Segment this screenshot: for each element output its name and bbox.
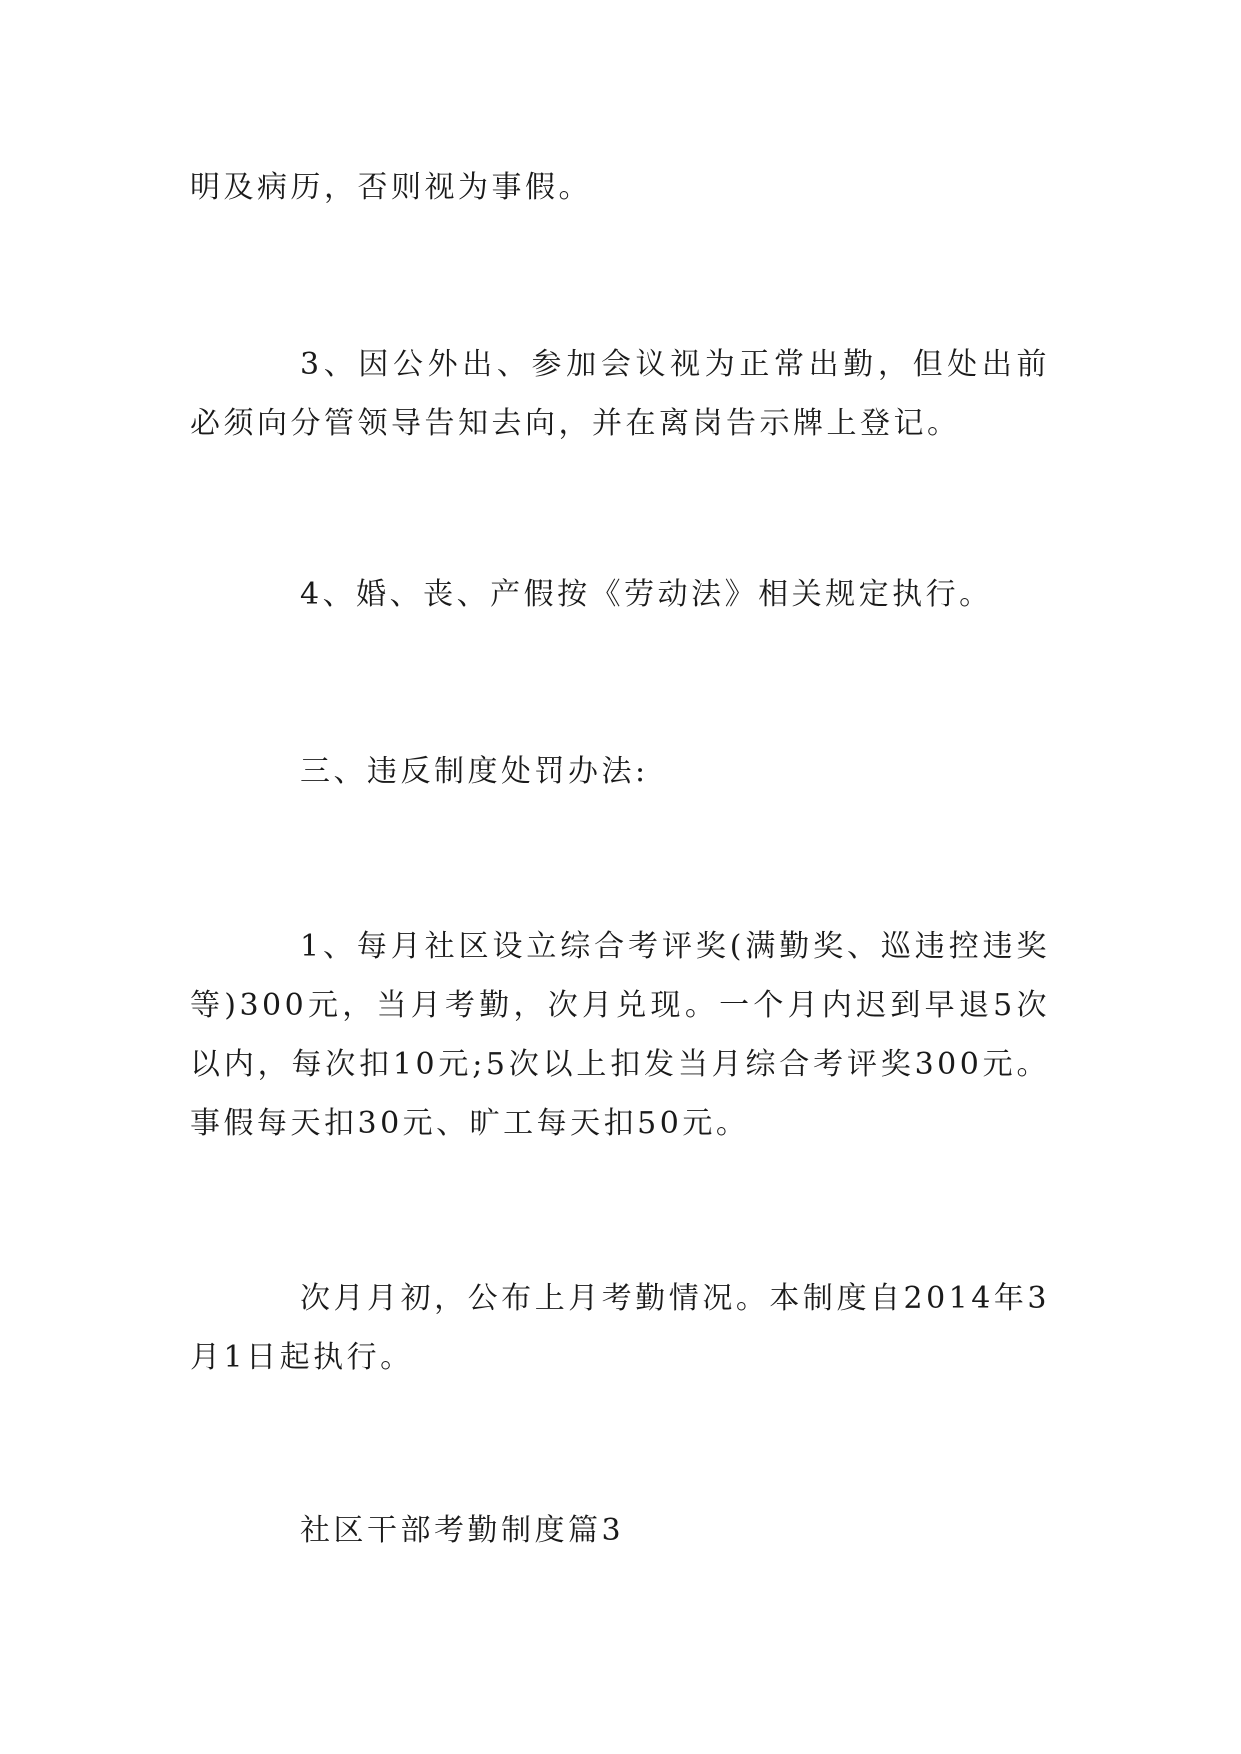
paragraph-marriage-funeral-maternity-leave: 4、婚、丧、产假按《劳动法》相关规定执行。 bbox=[300, 577, 993, 612]
section-heading-penalties: 三、违反制度处罚办法: bbox=[300, 754, 649, 789]
paragraph-monthly-award-deductions: 1、每月社区设立综合考评奖(满勤奖、巡违控违奖等)300元，当月考勤，次月兑现。一个月内迟到早退5次以内，每次扣10元;5次以上扣发当月综合考评奖300元。事假每天扣30元、旷工每天扣50元。 bbox=[190, 929, 1050, 1141]
paragraph-effective-date: 次月月初，公布上月考勤情况。本制度自2014年3月1日起执行。 bbox=[190, 1281, 1050, 1375]
paragraph-sick-leave-proof: 明及病历，否则视为事假。 bbox=[190, 170, 592, 205]
paragraph-official-outing: 3、因公外出、参加会议视为正常出勤，但处出前必须向分管领导告知去向，并在离岗告示牌上登记。 bbox=[190, 347, 1050, 441]
section-title-part-3: 社区干部考勤制度篇3 bbox=[300, 1513, 625, 1548]
